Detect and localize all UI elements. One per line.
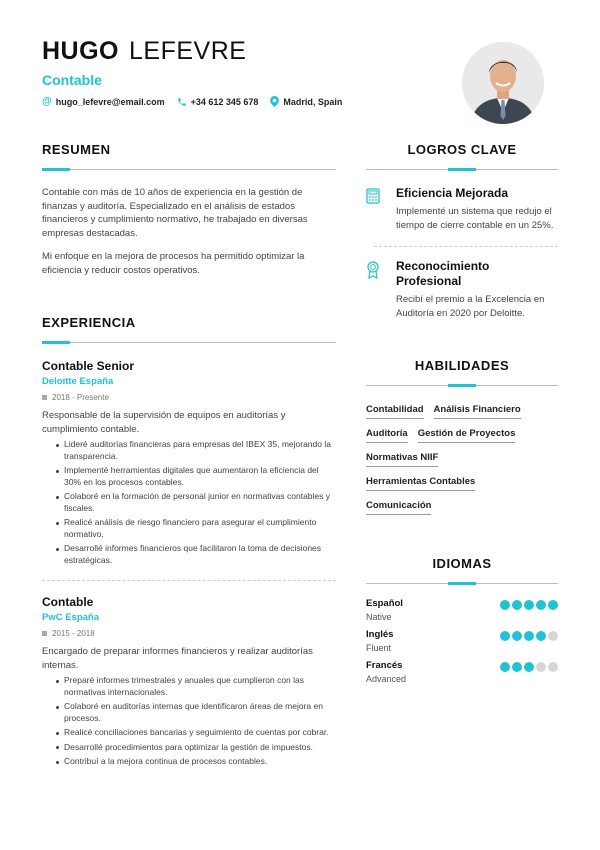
- accent-bar: [42, 341, 70, 344]
- achievement-item: [366, 186, 558, 232]
- skill-tag: Herramientas Contables: [366, 472, 475, 491]
- summary-paragraph: Mi enfoque en la mejora de procesos ha permitido optimizar la eficiencia y reducir costos operativos.: [42, 251, 305, 276]
- proficiency-dots: [500, 598, 558, 610]
- left-column: [42, 142, 336, 771]
- award-ribbon-icon: [366, 259, 382, 320]
- contact-location: [270, 96, 342, 107]
- list-item: Desarrollé procedimientos para optimizar la gestión de impuestos.: [56, 742, 336, 754]
- rating-dot-filled: [500, 600, 510, 610]
- calendar-icon: [42, 395, 47, 400]
- proficiency-dots: [500, 660, 558, 672]
- rating-dot-filled: [524, 600, 534, 610]
- dates-text: 2018 - Presente: [52, 393, 109, 402]
- resume-header: [42, 36, 442, 107]
- language-name: Español: [366, 598, 403, 609]
- contact-row: [42, 96, 442, 107]
- job-title: Contable: [42, 595, 94, 609]
- language-level: Native: [366, 612, 392, 622]
- achievements-heading: LOGROS CLAVE: [407, 142, 517, 157]
- rating-dot-filled: [524, 631, 534, 641]
- profile-photo: [462, 42, 544, 124]
- location-pin-icon: [270, 96, 279, 107]
- list-item: Colaboré en auditorías internas que identificaron áreas de mejora en procesos.: [56, 701, 336, 724]
- divider: [374, 246, 558, 247]
- proficiency-dots: [500, 629, 558, 641]
- job-bullets: [42, 439, 336, 566]
- job-dates: [42, 393, 336, 402]
- achievement-description: Recibí el premio a la Excelencia en Auditoría en 2020 por Deloitte.: [396, 294, 545, 319]
- job-description: Responsable de la supervisión de equipos en auditorías y cumplimiento contable.: [42, 410, 286, 435]
- divider: [42, 342, 336, 343]
- skill-tag: Normativas NIIF: [366, 448, 438, 467]
- job-entry: [42, 595, 336, 768]
- skills-heading: HABILIDADES: [414, 358, 510, 373]
- list-item: Desarrollé informes financieros que facilitaron la toma de decisiones estratégicas.: [56, 543, 336, 566]
- job-entry: [42, 359, 336, 566]
- calendar-icon: [42, 631, 47, 636]
- accent-bar: [448, 168, 476, 171]
- language-item: [366, 629, 558, 653]
- list-item: Colaboré en la formación de personal junior en normativas contables y fiscales.: [56, 491, 336, 514]
- contact-email[interactable]: [42, 96, 165, 107]
- job-dates: [42, 629, 336, 638]
- experience-heading: EXPERIENCIA: [42, 315, 136, 330]
- accent-bar: [448, 582, 476, 585]
- email-text: hugo_lefevre@email.com: [55, 96, 165, 107]
- rating-dot-empty: [548, 662, 558, 672]
- skill-tag: Análisis Financiero: [434, 400, 521, 419]
- at-icon: @: [42, 96, 52, 107]
- last-name: LEFEVRE: [129, 37, 247, 65]
- phone-icon: [177, 97, 187, 107]
- achievement-description: Implementé un sistema que redujo el tiempo de cierre contable en un 25%.: [396, 206, 554, 231]
- list-item: Preparé informes trimestrales y anuales que cumplieron con las normativas internacionales.: [56, 675, 336, 698]
- summary-body: [42, 186, 336, 277]
- company-name: PwC España: [42, 612, 100, 623]
- rating-dot-filled: [500, 631, 510, 641]
- calculator-icon: [366, 186, 382, 232]
- summary-section-header: [42, 142, 336, 172]
- company-name: Deloitte España: [42, 376, 114, 387]
- rating-dot-empty: [536, 662, 546, 672]
- list-item: Implementé herramientas digitales que aumentaron la eficiencia del 30% en los procesos contables.: [56, 465, 336, 488]
- rating-dot-filled: [500, 662, 510, 672]
- languages-section-header: [366, 556, 558, 586]
- rating-dot-filled: [512, 600, 522, 610]
- rating-dot-filled: [512, 662, 522, 672]
- job-headline: Contable: [42, 72, 102, 88]
- summary-heading: RESUMEN: [42, 142, 111, 157]
- language-name: Francés: [366, 660, 403, 671]
- languages-list: [366, 598, 558, 684]
- rating-dot-filled: [524, 662, 534, 672]
- rating-dot-filled: [548, 600, 558, 610]
- dates-text: 2015 - 2018: [52, 629, 95, 638]
- skill-tag: Contabilidad: [366, 400, 424, 419]
- contact-phone[interactable]: [177, 97, 259, 107]
- experience-section-header: [42, 315, 336, 345]
- language-level: Fluent: [366, 643, 392, 653]
- list-item: Lideré auditorías financieras para empresas del IBEX 35, mejorando la transparencia.: [56, 439, 336, 462]
- skill-tag: Comunicación: [366, 496, 431, 515]
- rating-dot-filled: [536, 631, 546, 641]
- rating-dot-filled: [536, 600, 546, 610]
- right-column: [366, 142, 558, 691]
- language-item: [366, 660, 558, 684]
- skill-tag: Gestión de Proyectos: [418, 424, 516, 443]
- achievements-section-header: [366, 142, 558, 172]
- list-item: Realicé conciliaciones bancarias y seguimiento de cuentas por cobrar.: [56, 727, 336, 739]
- accent-bar: [42, 168, 70, 171]
- location-text: Madrid, Spain: [283, 96, 343, 107]
- job-title: Contable Senior: [42, 359, 135, 373]
- languages-heading: IDIOMAS: [432, 556, 492, 571]
- skill-tag: Auditoría: [366, 424, 408, 443]
- phone-text: +34 612 345 678: [190, 96, 259, 107]
- achievement-title: Reconocimiento Profesional: [396, 259, 490, 288]
- rating-dot-empty: [548, 631, 558, 641]
- first-name: HUGO: [42, 37, 119, 65]
- divider: [42, 169, 336, 170]
- language-name: Inglés: [366, 629, 394, 640]
- achievement-item: [366, 259, 558, 320]
- skills-section-header: [366, 358, 558, 388]
- language-item: [366, 598, 558, 622]
- accent-bar: [448, 384, 476, 387]
- list-item: Contribuí a la mejora continua de procesos contables.: [56, 756, 336, 768]
- job-description: Encargado de preparar informes financieros y realizar auditorías internas.: [42, 646, 313, 671]
- full-name: [42, 36, 442, 66]
- summary-paragraph: Contable con más de 10 años de experiencia en la gestión de finanzas y auditoría. Especializado en el análisis de estados financieros y cumplimiento normativo, he trabajado en diversas empresas destacadas.: [42, 187, 308, 239]
- achievement-title: Eficiencia Mejorada: [396, 186, 509, 200]
- language-level: Advanced: [366, 674, 407, 684]
- skills-list: [366, 400, 558, 520]
- list-item: Realicé análisis de riesgo financiero para asegurar el cumplimiento normativo.: [56, 517, 336, 540]
- job-bullets: [42, 675, 336, 768]
- divider: [42, 580, 336, 581]
- rating-dot-filled: [512, 631, 522, 641]
